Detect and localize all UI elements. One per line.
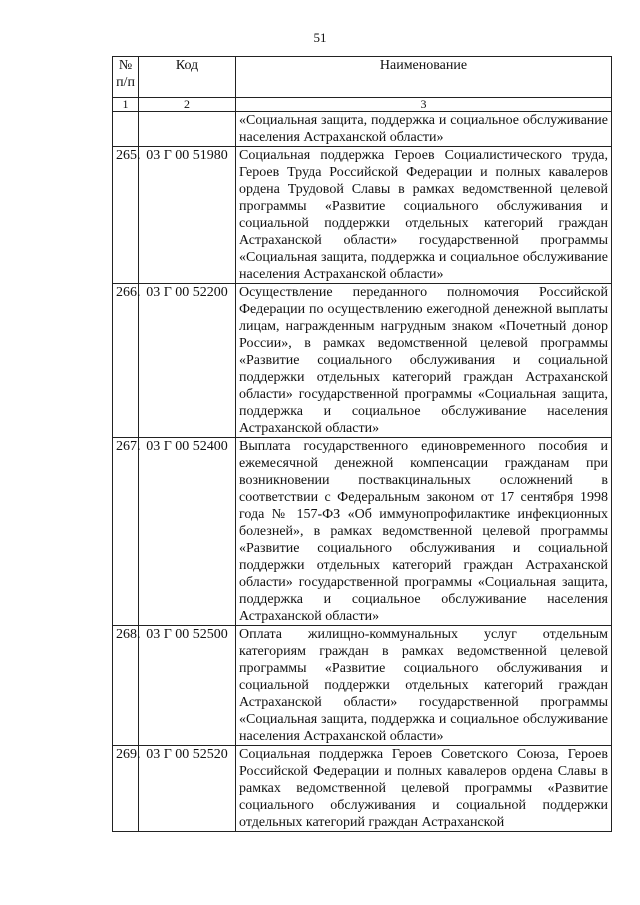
continuation-code	[139, 112, 236, 147]
column-index-2: 2	[139, 98, 236, 112]
table-header-row	[113, 57, 612, 98]
row-num: 266.	[113, 284, 139, 438]
row-name: Социальная поддержка Героев Советского Союза, Героев Российской Федерации и полных кавалеров ордена Славы в рамках ведомственной целевой программы «Развитие социального обслуживания и социальной поддержки отдельных категорий граждан Астраханской	[236, 746, 612, 832]
row-code: 03 Г 00 51980	[139, 147, 236, 284]
table-row	[113, 746, 612, 832]
page-number: 51	[313, 30, 327, 45]
table-row	[113, 284, 612, 438]
continuation-name: «Социальная защита, поддержка и социальное обслуживание населения Астраханской области»	[236, 112, 612, 147]
row-num: 265.	[113, 147, 139, 284]
column-index-row	[113, 98, 612, 112]
table-row	[113, 147, 612, 284]
row-code: 03 Г 00 52200	[139, 284, 236, 438]
row-code: 03 Г 00 52400	[139, 438, 236, 626]
row-num: 269.	[113, 746, 139, 832]
header-code: Код	[139, 57, 236, 98]
row-name: Осуществление переданного полномочия Российской Федерации по осуществлению ежегодной денежной выплаты лицам, награжденным нагрудным знаком «Почетный донор России», в рамках ведомственной целевой программы «Развитие социального обслуживания и социальной поддержки отдельных категорий граждан Астраханской области» государственной программы «Социальная защита, поддержка и социальное обслуживание населения Астраханской области»	[236, 284, 612, 438]
header-num-line2: п/п	[116, 75, 135, 90]
row-num: 268.	[113, 626, 139, 746]
continuation-row	[113, 112, 612, 147]
header-num-line1: №	[118, 58, 133, 73]
row-name: Выплата государственного единовременного пособия и ежемесячной денежной компенсации гражданам при возникновении поствакцинальных осложнений в соответствии с Федеральным законом от 17 сентября 1998 года № 157-ФЗ «Об иммунопрофилактике инфекционных болезней», в рамках ведомственной целевой программы «Развитие социального обслуживания и социальной поддержки отдельных категорий граждан Астраханской области» государственной программы «Социальная защита, поддержка и социальное обслуживание населения Астраханской области»	[236, 438, 612, 626]
budget-classification-table	[112, 56, 612, 832]
row-code: 03 Г 00 52520	[139, 746, 236, 832]
row-name: Оплата жилищно-коммунальных услуг отдельным категориям граждан в рамках ведомственной целевой программы «Развитие социального обслуживания и социальной поддержки отдельных категорий граждан Астраханской области» государственной программы «Социальная защита, поддержка и социальное обслуживание населения Астраханской области»	[236, 626, 612, 746]
row-name: Социальная поддержка Героев Социалистического труда, Героев Труда Российской Федерации и полных кавалеров ордена Трудовой Славы в рамках ведомственной целевой программы «Развитие социального обслуживания и социальной поддержки отдельных категорий граждан Астраханской области» государственной программы «Социальная защита, поддержка и социальное обслуживание населения Астраханской области»	[236, 147, 612, 284]
table-row	[113, 626, 612, 746]
header-name: Наименование	[236, 57, 612, 98]
row-num: 267.	[113, 438, 139, 626]
column-index-1: 1	[113, 98, 139, 112]
row-code: 03 Г 00 52500	[139, 626, 236, 746]
table-row	[113, 438, 612, 626]
column-index-3: 3	[236, 98, 612, 112]
continuation-num	[113, 112, 139, 147]
header-num	[113, 57, 139, 98]
